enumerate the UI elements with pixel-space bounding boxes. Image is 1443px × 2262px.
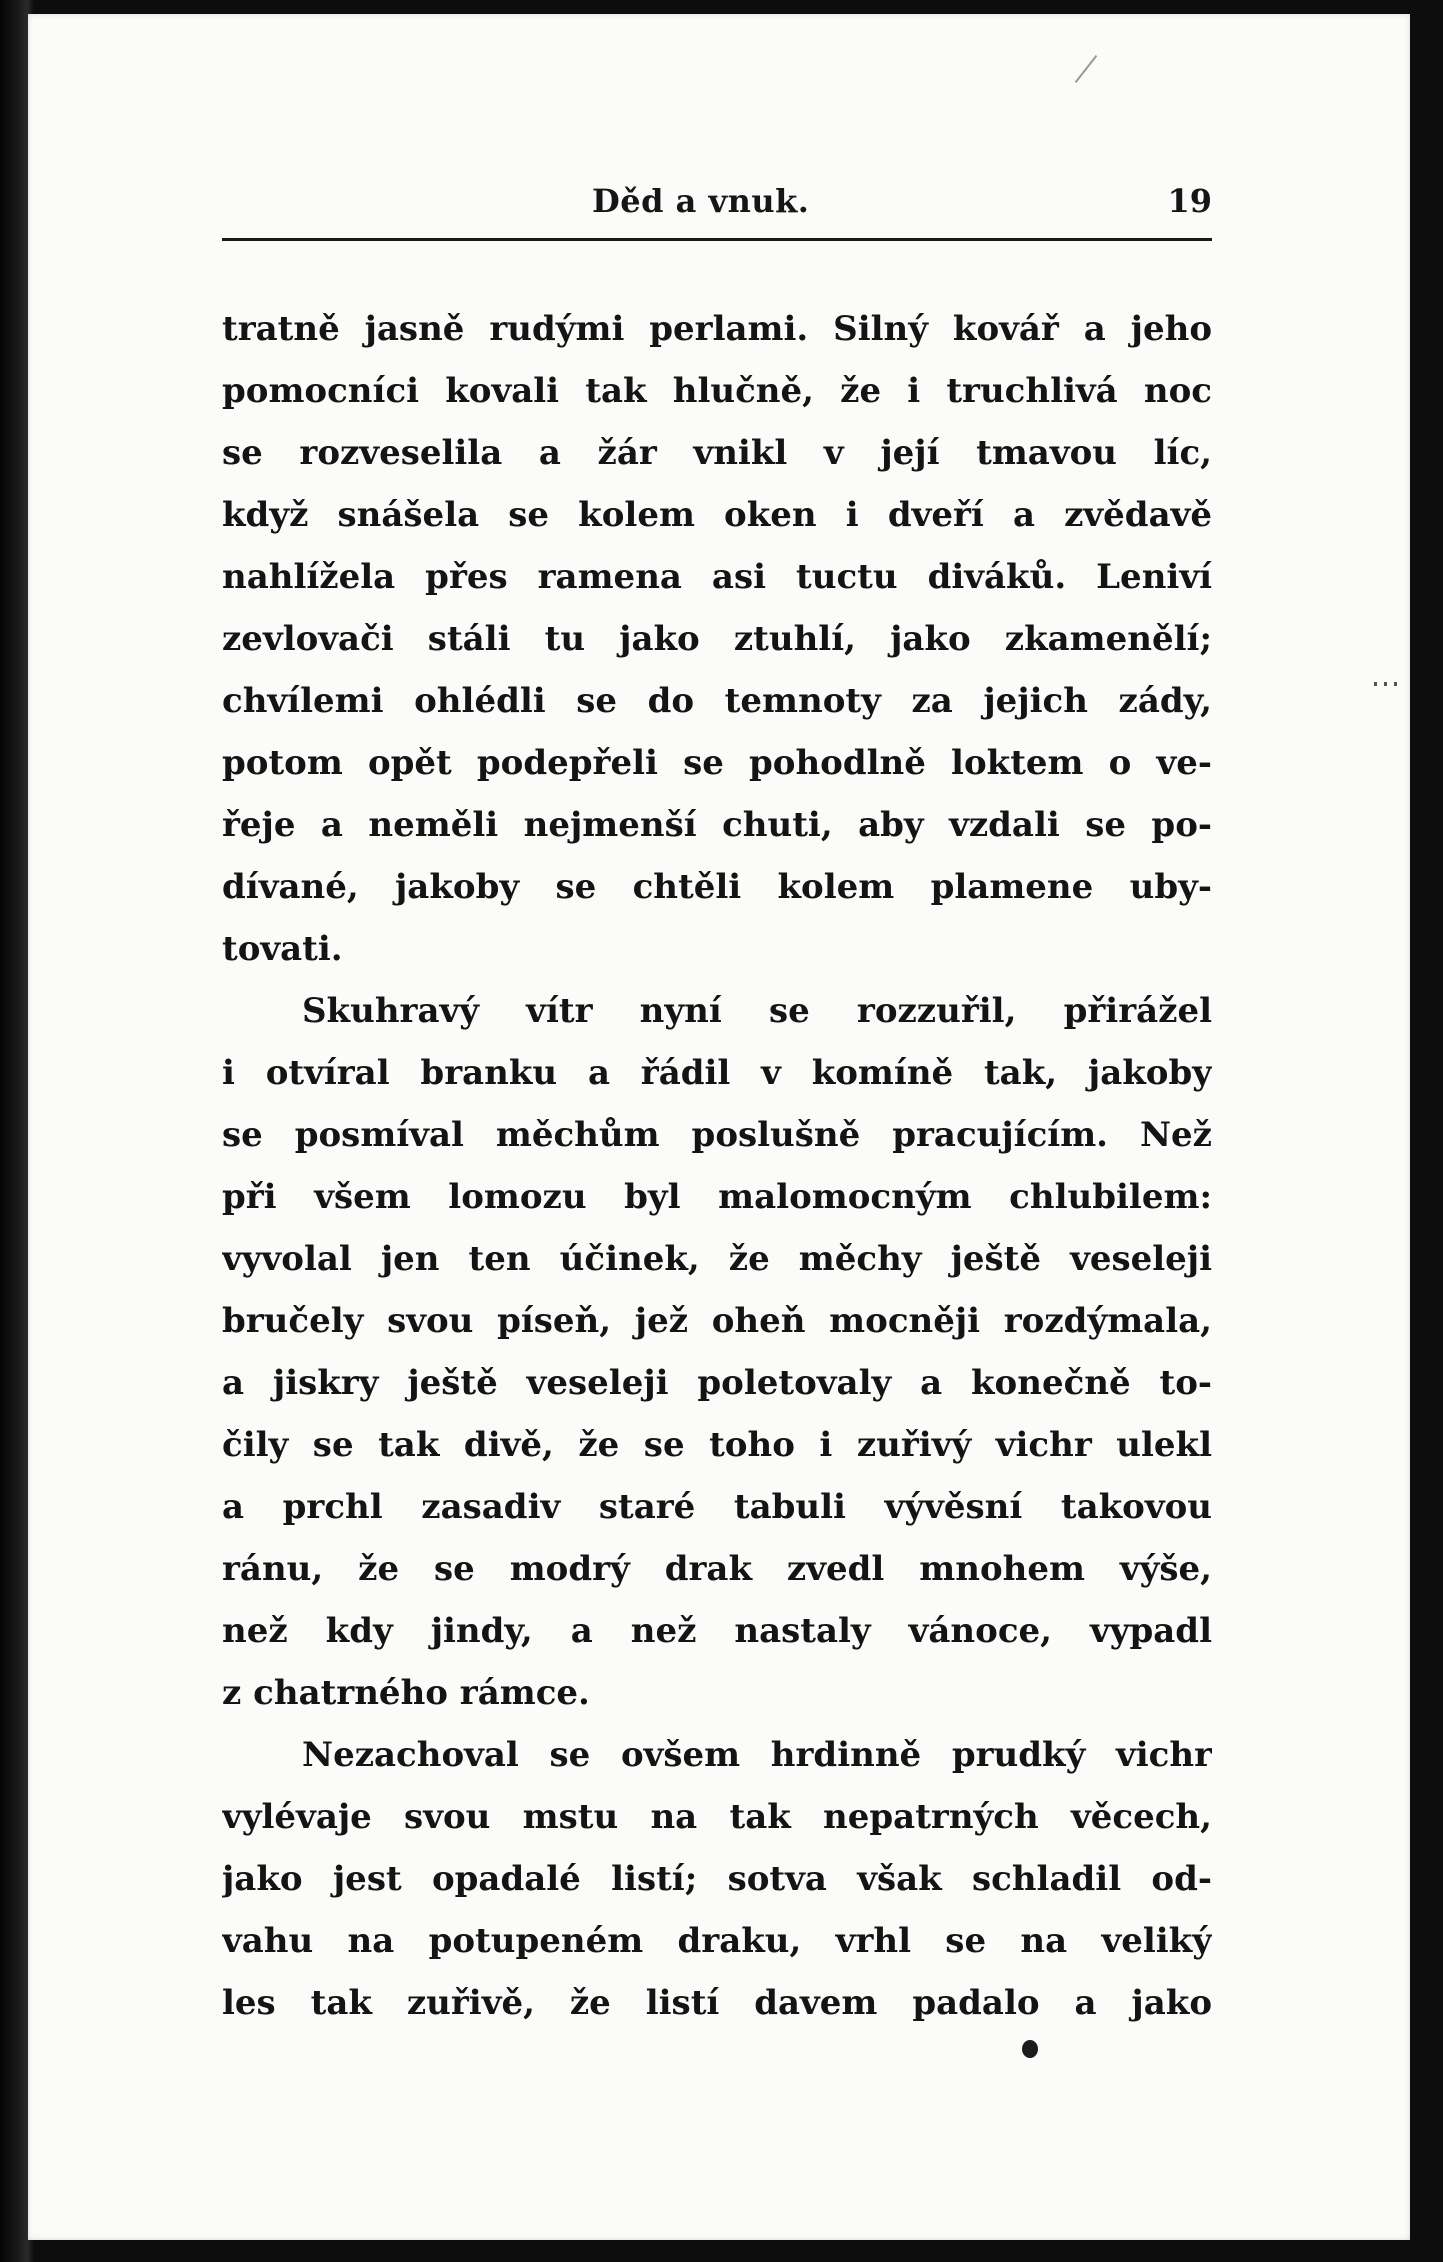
text-line: a jiskry ještě veseleji poletovaly a konečně to- [222, 1363, 1212, 1403]
printer-signature-mark [1022, 2040, 1038, 2058]
running-title: Děd a vnuk. [592, 182, 810, 220]
text-line: vahu na potupeném draku, vrhl se na veliký [222, 1921, 1212, 1961]
text-line: i otvíral branku a řádil v komíně tak, jakoby [222, 1053, 1212, 1093]
text-line: bručely svou píseň, jež oheň mocněji rozdýmala, [222, 1301, 1212, 1341]
paragraph-end-line: z chatrného rámce. [222, 1673, 590, 1713]
running-head [222, 178, 1212, 234]
scan-dust-dots [1374, 682, 1404, 686]
paragraph-start-line: Skuhravý vítr nyní se rozzuřil, přirážel [302, 991, 1212, 1031]
text-line: když snášela se kolem oken i dveří a zvědavě [222, 495, 1212, 535]
text-line: a prchl zasadiv staré tabuli vývěsní takovou [222, 1487, 1212, 1527]
text-line: než kdy jindy, a než nastaly vánoce, vypadl [222, 1611, 1212, 1651]
text-line: chvílemi ohlédli se do temnoty za jejich zády, [222, 681, 1212, 721]
paragraph-end-line: tovati. [222, 929, 343, 969]
text-line: potom opět podepřeli se pohodlně loktem o ve- [222, 743, 1212, 783]
text-line: les tak zuřivě, že listí davem padalo a jako [222, 1983, 1212, 2023]
text-line: při všem lomozu byl malomocným chlubilem: [222, 1177, 1212, 1217]
body-text [222, 298, 1212, 2034]
text-line: se rozveselila a žár vnikl v její tmavou líc, [222, 433, 1212, 473]
text-line: zevlovači stáli tu jako ztuhlí, jako zkamenělí; [222, 619, 1212, 659]
paragraph-start-line: Nezachoval se ovšem hrdinně prudký vichr [302, 1735, 1212, 1775]
text-line: se posmíval měchům poslušně pracujícím. Než [222, 1115, 1212, 1155]
text-line: jako jest opadalé listí; sotva však schladil od- [222, 1859, 1212, 1899]
text-line: nahlížela přes ramena asi tuctu diváků. Leniví [222, 557, 1212, 597]
text-line: pomocníci kovali tak hlučně, že i truchlivá noc [222, 371, 1212, 411]
text-line: čily se tak divě, že se toho i zuřivý vichr ulekl [222, 1425, 1212, 1465]
header-rule [222, 238, 1212, 241]
text-line: řeje a neměli nejmenší chuti, aby vzdali se po- [222, 805, 1212, 845]
text-line: tratně jasně rudými perlami. Silný kovář a jeho [222, 309, 1212, 349]
page-number: 19 [1167, 182, 1212, 220]
text-line: dívané, jakoby se chtěli kolem plamene uby- [222, 867, 1212, 907]
text-line: vylévaje svou mstu na tak nepatrných věcech, [222, 1797, 1212, 1837]
text-line: vyvolal jen ten účinek, že měchy ještě veseleji [222, 1239, 1212, 1279]
text-line: ránu, že se modrý drak zvedl mnohem výše, [222, 1549, 1212, 1589]
